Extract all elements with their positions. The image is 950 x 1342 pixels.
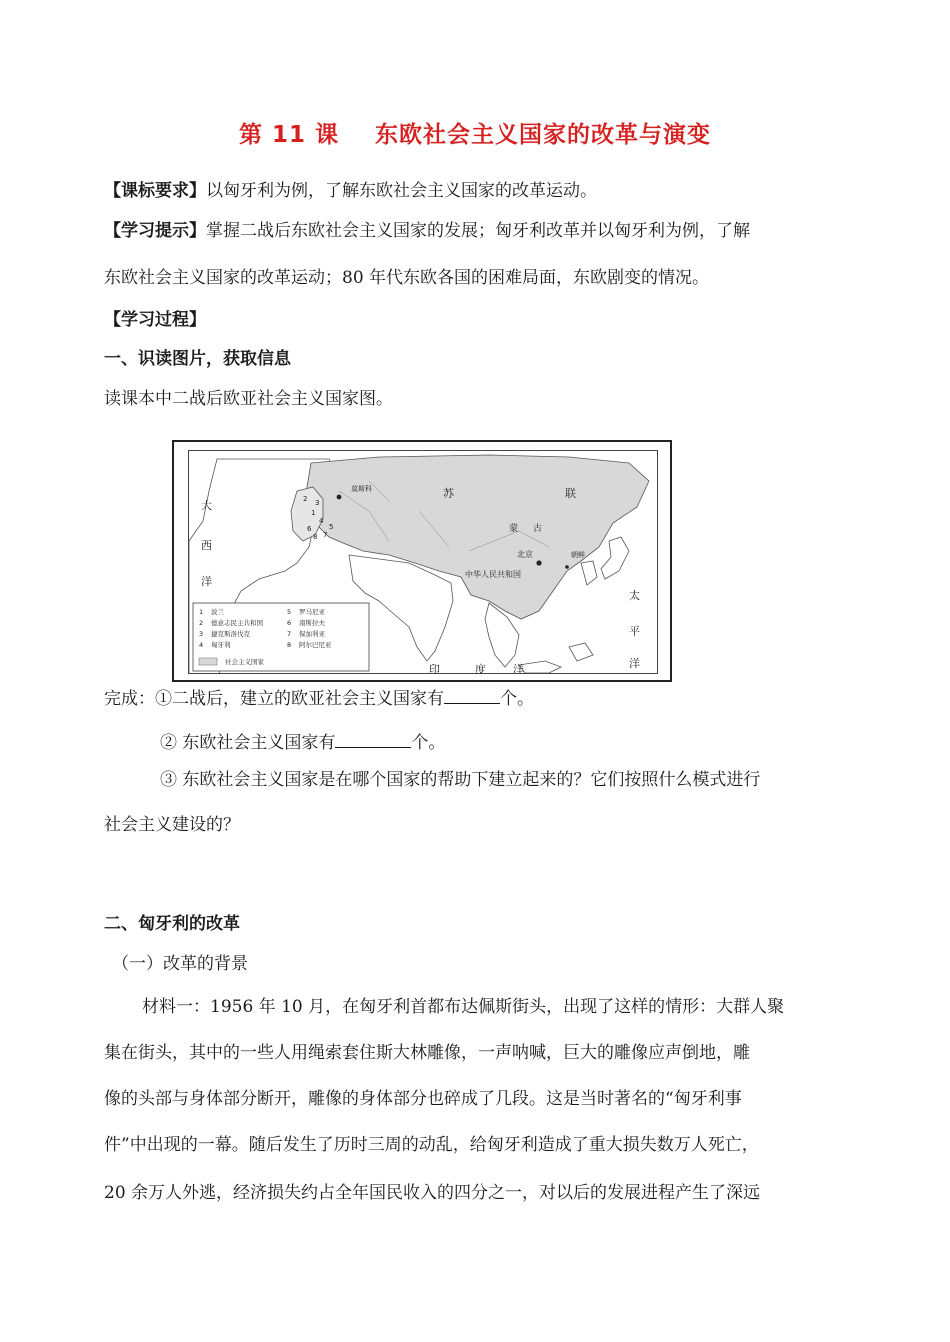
- atlantic-label-3: 洋: [201, 575, 212, 588]
- islands-land: [519, 643, 593, 673]
- legend-num-6: 6: [287, 619, 292, 627]
- lian-label: 联: [565, 487, 576, 500]
- beijing-dot: [536, 560, 541, 565]
- section1-heading: 一、识读图片，获取信息: [104, 349, 291, 369]
- legend-name-6: 南斯拉夫: [299, 619, 325, 627]
- country-marker-3: 3: [315, 499, 320, 507]
- q2-line: [160, 729, 445, 755]
- socialist-countries-map: [172, 440, 672, 682]
- process-label: 【学习过程】: [104, 310, 206, 330]
- legend-socialist-swatch: [199, 658, 217, 665]
- q1-suffix: 个。: [500, 689, 534, 709]
- pacific-label-2: 平: [629, 625, 640, 638]
- legend-num-7: 7: [287, 630, 292, 638]
- legend-name-5: 罗马尼亚: [299, 608, 325, 616]
- section2-heading: 二、匈牙利的改革: [104, 914, 240, 934]
- q1-line: [104, 685, 534, 711]
- tips-label: 【学习提示】: [104, 221, 206, 241]
- country-marker-1: 1: [311, 509, 316, 517]
- q1-text: ①二战后，建立的欧亚社会主义国家有: [155, 689, 444, 709]
- requirement-text: 以匈牙利为例，了解东欧社会主义国家的改革运动。: [206, 181, 597, 201]
- indian-label-3: 洋: [513, 663, 524, 675]
- q1-blank[interactable]: [444, 685, 500, 704]
- map-canvas: [188, 450, 658, 674]
- korea-dot: [565, 565, 569, 569]
- legend-name-8: 阿尔巴尼亚: [299, 641, 332, 649]
- tips-line-1: [104, 219, 750, 243]
- china-label: 中华人民共和国: [465, 570, 521, 579]
- lesson-title: 第 11 课 东欧社会主义国家的改革与演变: [238, 122, 712, 148]
- country-marker-7: 7: [323, 531, 328, 539]
- tips-line-2: 东欧社会主义国家的改革运动；80 年代东欧各国的困难局面，东欧剧变的情况。: [104, 268, 710, 288]
- moscow-label: 莫斯科: [351, 485, 372, 493]
- legend-num-2: 2: [199, 619, 204, 627]
- legend-num-4: 4: [199, 641, 204, 649]
- q2-text: ② 东欧社会主义国家有: [160, 733, 336, 753]
- pacific-label-1: 太: [629, 589, 640, 602]
- legend-num-1: 1: [199, 608, 204, 616]
- material-para-line-1: 材料一：1956 年 10 月，在匈牙利首都布达佩斯街头，出现了这样的情形：大群人聚: [142, 997, 785, 1017]
- country-marker-4: 4: [319, 517, 324, 525]
- legend-name-3: 捷克斯洛伐克: [211, 630, 250, 638]
- material-para-line-2: 集在街头，其中的一些人用绳索套住斯大林雕像，一声呐喊，巨大的雕像应声倒地，雕: [104, 1043, 750, 1063]
- complete-label: 完成：: [104, 689, 155, 709]
- section1-instruction: 读课本中二战后欧亚社会主义国家图。: [104, 389, 393, 409]
- material-para-line-3: 像的头部与身体部分断开，雕像的身体部分也碎成了几段。这是当时著名的“匈牙利事: [104, 1089, 742, 1109]
- su-label: 苏: [443, 487, 454, 500]
- legend-num-8: 8: [287, 641, 292, 649]
- atlantic-label-1: 大: [201, 499, 212, 512]
- pacific-label-3: 洋: [629, 657, 640, 670]
- country-marker-8: 8: [313, 533, 318, 541]
- legend-socialist-label: 社会主义国家: [225, 658, 264, 666]
- legend-name-1: 波兰: [211, 608, 224, 616]
- requirement-label: 【课标要求】: [104, 181, 206, 201]
- q2-blank[interactable]: [335, 729, 411, 748]
- country-marker-2: 2: [303, 495, 308, 503]
- map-svg: [189, 451, 658, 674]
- legend-num-3: 3: [199, 630, 204, 638]
- korea-label: 朝鲜: [571, 551, 585, 559]
- country-marker-6: 6: [307, 525, 312, 533]
- indian-label-1: 印: [429, 663, 440, 675]
- q3-line-1: ③ 东欧社会主义国家是在哪个国家的帮助下建立起来的？它们按照什么模式进行: [160, 770, 761, 790]
- socialist-region: [305, 455, 649, 619]
- q3-line-2: 社会主义建设的？: [104, 815, 240, 835]
- indian-label-2: 度: [475, 663, 486, 675]
- legend-name-2: 德意志民主共和国: [211, 619, 263, 627]
- material-para-line-5: 20 余万人外逃，经济损失约占全年国民收入的四分之一，对以后的发展进程产生了深远: [104, 1183, 761, 1203]
- moscow-dot: [337, 495, 342, 500]
- legend-name-4: 匈牙利: [211, 641, 231, 649]
- section2-subheading: （一）改革的背景: [112, 954, 248, 974]
- material-para-line-4: 件”中出现的一幕。随后发生了历时三周的动乱，给匈牙利造成了重大损失数万人死亡，: [104, 1135, 759, 1155]
- q2-suffix: 个。: [411, 733, 446, 753]
- mongolia-label-1: 蒙: [509, 524, 519, 534]
- legend-num-5: 5: [287, 608, 292, 616]
- atlantic-label-2: 西: [201, 539, 212, 552]
- tips-text-1: 掌握二战后东欧社会主义国家的发展；匈牙利改革并以匈牙利为例，了解: [206, 221, 750, 241]
- country-marker-5: 5: [329, 523, 334, 531]
- legend-name-7: 保加利亚: [299, 630, 325, 638]
- mongolia-label-2: 古: [533, 524, 543, 534]
- requirement-line: [104, 179, 597, 203]
- beijing-label: 北京: [517, 550, 533, 559]
